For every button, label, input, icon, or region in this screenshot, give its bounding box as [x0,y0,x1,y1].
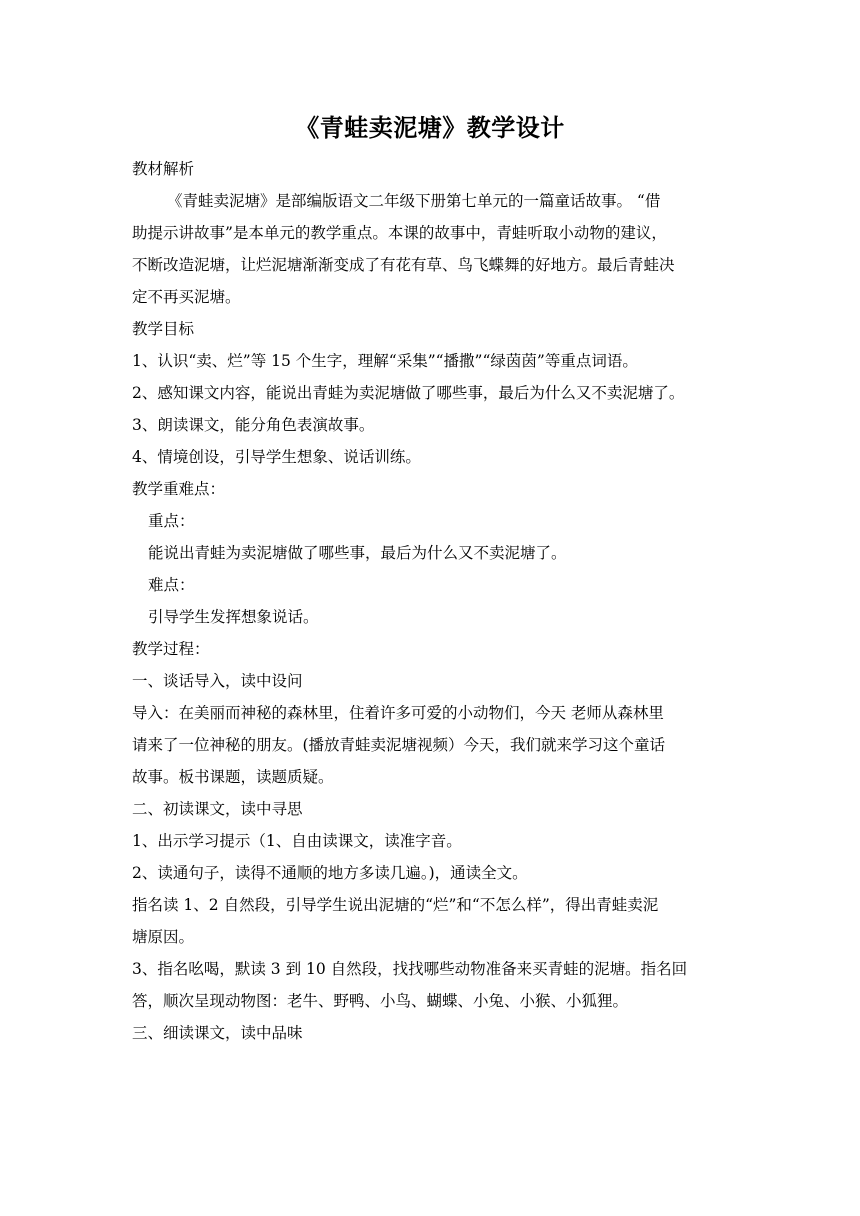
difficulty-label: 难点： [148,576,195,594]
step1-line-1: 导入：在美丽而神秘的森林里，住着许多可爱的小动物们，今天 老师从森林里 [132,704,664,722]
step2-paragraph1-line-1: 指名读 1、2 自然段，引导学生说出泥塘的“烂”和“不怎么样”，得出青蛙卖泥 [132,896,659,914]
section-heading-analysis: 教材解析 [132,160,195,178]
step1-line-3: 故事。板书课题，读题质疑。 [132,768,334,786]
step1-line-2: 请来了一位神秘的朋友。(播放青蛙卖泥塘视频）今天，我们就来学习这个童话 [132,736,666,754]
analysis-line-4: 定不再买泥塘。 [132,288,241,306]
step2-heading: 二、初读课文，读中寻思 [132,800,303,818]
goal-item-1: 1、认识“卖、烂”等 15 个生字，理解“采集”“播撒”“绿茵茵”等重点词语。 [132,352,638,370]
goal-item-4: 4、情境创设，引导学生想象、说话训练。 [132,448,421,466]
section-heading-process: 教学过程： [132,640,210,658]
step1-heading: 一、谈话导入，读中设问 [132,672,303,690]
step3-heading: 三、细读课文，读中品味 [132,1024,303,1042]
goal-item-3: 3、朗读课文，能分角色表演故事。 [132,416,375,434]
key-point-text: 能说出青蛙为卖泥塘做了哪些事，最后为什么又不卖泥塘了。 [148,544,567,562]
step2-item-2: 2、读通句子，读得不通顺的地方多读几遍。)，通读全文。 [132,864,528,882]
document-body [132,153,732,1049]
step2-paragraph2-line-1: 3、指名吆喝，默读 3 到 10 自然段，找找哪些动物准备来买青蛙的泥塘。指名回 [132,960,688,978]
analysis-line-2: 助提示讲故事”是本单元的教学重点。本课的故事中，青蛙听取小动物的建议， [132,224,667,242]
step2-paragraph1-line-2: 塘原因。 [132,928,195,946]
section-heading-key-points: 教学重难点： [132,480,226,498]
document-title: 《青蛙卖泥塘》教学设计 [295,113,565,142]
analysis-line-1: 《青蛙卖泥塘》是部编版语文二年级下册第七单元的一篇童话故事。 “借 [167,192,661,210]
key-point-label: 重点： [148,512,195,530]
difficulty-text: 引导学生发挥想象说话。 [148,608,319,626]
analysis-line-3: 不断改造泥塘，让烂泥塘渐渐变成了有花有草、鸟飞蝶舞的好地方。最后青蛙决 [132,256,675,274]
step2-paragraph2-line-2: 答，顺次呈现动物图：老牛、野鸭、小鸟、蝴蝶、小兔、小猴、小狐狸。 [132,992,629,1010]
step2-item-1: 1、出示学习提示（1、自由读课文，读准字音。 [132,832,462,850]
goal-item-2: 2、感知课文内容，能说出青蛙为卖泥塘做了哪些事，最后为什么又不卖泥塘了。 [132,384,685,402]
section-heading-goals: 教学目标 [132,320,195,338]
